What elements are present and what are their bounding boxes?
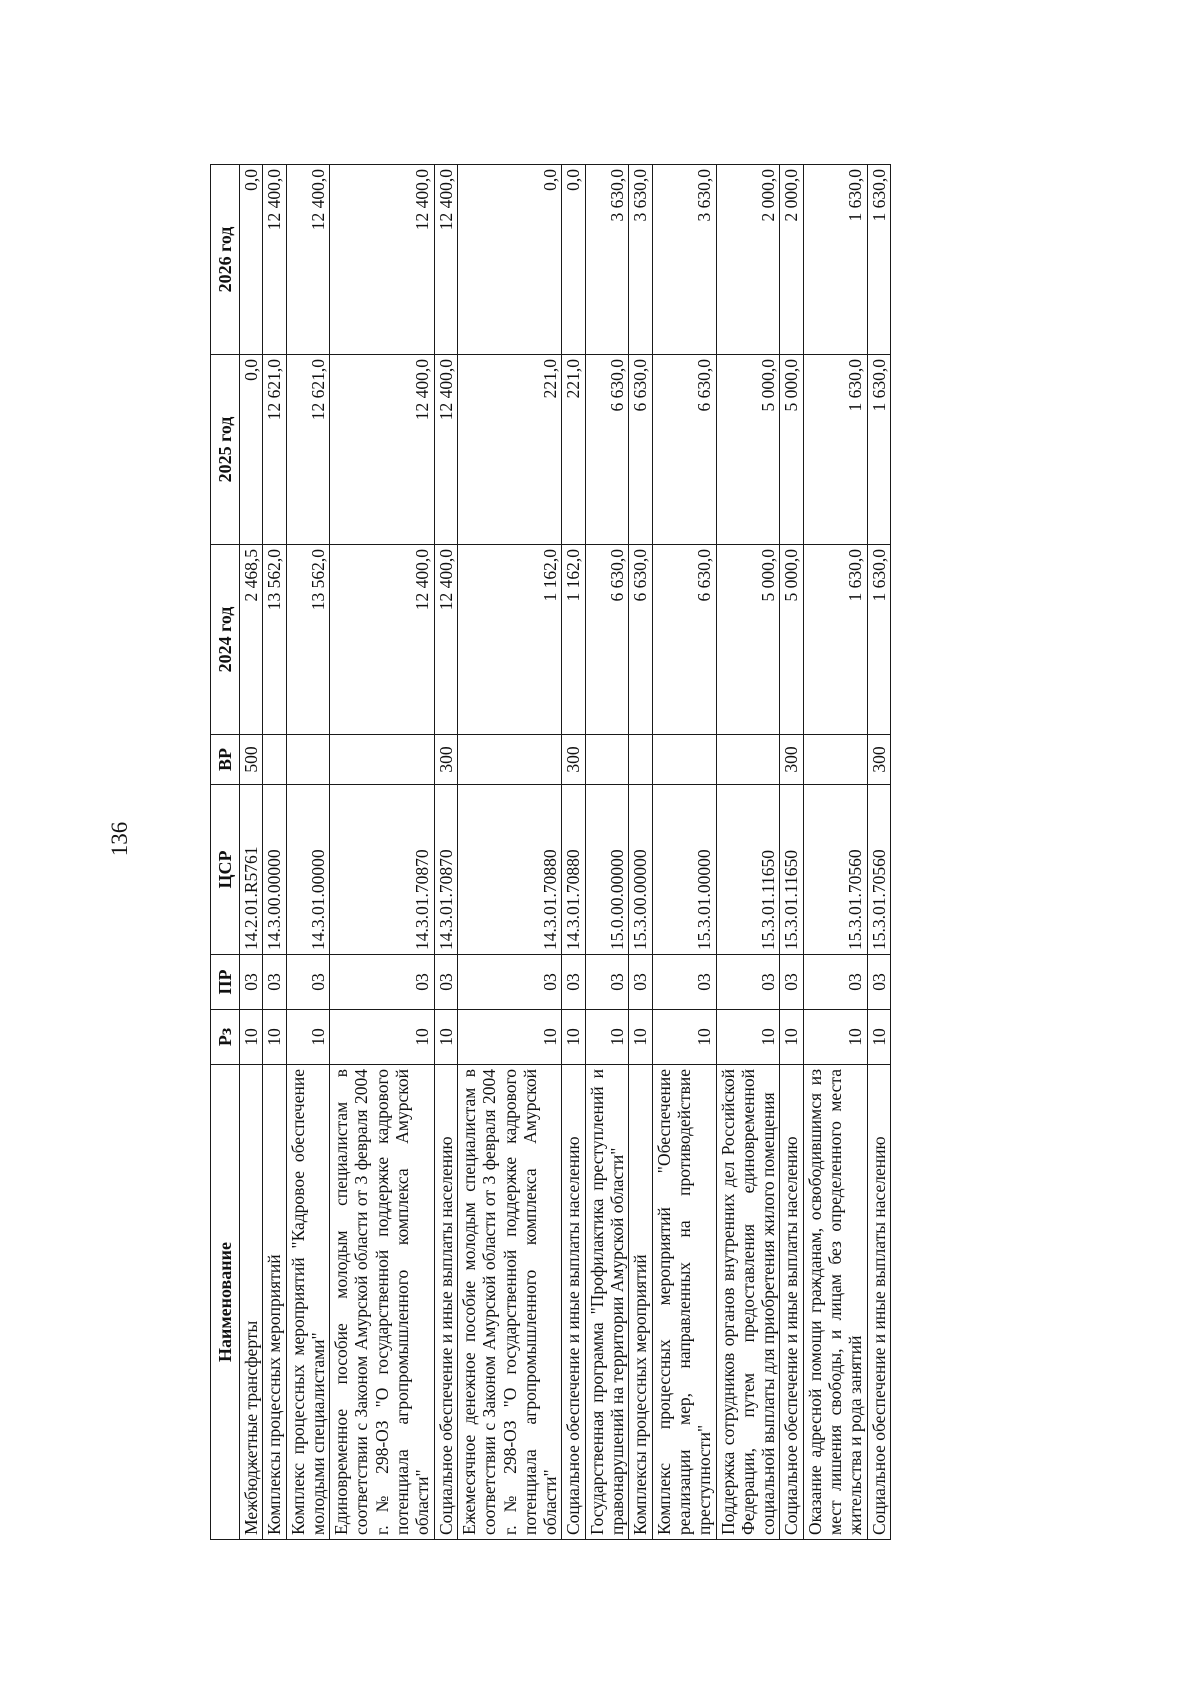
row-2024: 1 162,0 bbox=[457, 545, 561, 735]
row-csr: 14.3.01.70880 bbox=[457, 785, 561, 955]
row-vr bbox=[286, 735, 330, 785]
row-pr: 03 bbox=[240, 955, 263, 1010]
row-2026: 12 400,0 bbox=[434, 165, 457, 355]
row-pr: 03 bbox=[803, 955, 867, 1010]
row-2025: 12 621,0 bbox=[263, 355, 286, 545]
header-csr: ЦСР bbox=[211, 785, 240, 955]
row-name: Социальное обеспечение и иные выплаты населению bbox=[434, 1065, 457, 1540]
row-rz: 10 bbox=[434, 1010, 457, 1065]
row-2026: 12 400,0 bbox=[286, 165, 330, 355]
row-rz: 10 bbox=[562, 1010, 585, 1065]
row-2026: 2 000,0 bbox=[716, 165, 780, 355]
row-2026: 12 400,0 bbox=[263, 165, 286, 355]
row-2024: 1 162,0 bbox=[562, 545, 585, 735]
row-2026: 1 630,0 bbox=[867, 165, 890, 355]
row-rz: 10 bbox=[330, 1010, 434, 1065]
row-pr: 03 bbox=[716, 955, 780, 1010]
row-2025: 221,0 bbox=[457, 355, 561, 545]
row-2025: 6 630,0 bbox=[629, 355, 652, 545]
row-2024: 12 400,0 bbox=[434, 545, 457, 735]
table-row bbox=[803, 165, 867, 1540]
page-number: 136 bbox=[107, 821, 132, 857]
row-vr bbox=[585, 735, 629, 785]
row-2024: 2 468,5 bbox=[240, 545, 263, 735]
row-pr: 03 bbox=[263, 955, 286, 1010]
row-2024: 5 000,0 bbox=[780, 545, 803, 735]
row-2025: 1 630,0 bbox=[867, 355, 890, 545]
row-2026: 3 630,0 bbox=[652, 165, 716, 355]
row-pr: 03 bbox=[330, 955, 434, 1010]
table-row bbox=[562, 165, 585, 1540]
row-2024: 13 562,0 bbox=[286, 545, 330, 735]
row-pr: 03 bbox=[780, 955, 803, 1010]
row-name: Комплекс процессных мероприятий "Обеспечение реализации мер, направленных на противодействие преступности" bbox=[652, 1065, 716, 1540]
table-body bbox=[240, 165, 891, 1540]
row-pr: 03 bbox=[286, 955, 330, 1010]
row-2025: 5 000,0 bbox=[716, 355, 780, 545]
row-vr bbox=[803, 735, 867, 785]
table-row bbox=[585, 165, 629, 1540]
row-2024: 5 000,0 bbox=[716, 545, 780, 735]
row-name: Социальное обеспечение и иные выплаты населению bbox=[867, 1065, 890, 1540]
row-pr: 03 bbox=[652, 955, 716, 1010]
header-rz: Рз bbox=[211, 1010, 240, 1065]
row-csr: 14.3.01.70870 bbox=[434, 785, 457, 955]
row-name: Межбюджетные трансферты bbox=[240, 1065, 263, 1540]
row-name: Ежемесячное денежное пособие молодым специалистам в соответствии с Законом Амурской области от 3 февраля 2004 г. № 298-ОЗ "О государственной поддержке кадрового потенциала агропромышленного комплекса Амурской области" bbox=[457, 1065, 561, 1540]
table-row bbox=[629, 165, 652, 1540]
row-csr: 14.3.01.70870 bbox=[330, 785, 434, 955]
row-2024: 6 630,0 bbox=[585, 545, 629, 735]
table-row bbox=[240, 165, 263, 1540]
row-vr bbox=[263, 735, 286, 785]
row-2025: 6 630,0 bbox=[652, 355, 716, 545]
table-row bbox=[716, 165, 780, 1540]
row-pr: 03 bbox=[457, 955, 561, 1010]
row-2024: 1 630,0 bbox=[803, 545, 867, 735]
row-2026: 3 630,0 bbox=[629, 165, 652, 355]
row-2025: 0,0 bbox=[240, 355, 263, 545]
row-name: Комплекс процессных мероприятий "Кадровое обеспечение молодыми специалистами" bbox=[286, 1065, 330, 1540]
row-pr: 03 bbox=[867, 955, 890, 1010]
header-2025: 2025 год bbox=[211, 355, 240, 545]
row-vr: 300 bbox=[562, 735, 585, 785]
row-csr: 14.3.00.00000 bbox=[263, 785, 286, 955]
row-name: Комплексы процессных мероприятий bbox=[629, 1065, 652, 1540]
table-row bbox=[434, 165, 457, 1540]
row-vr bbox=[457, 735, 561, 785]
row-pr: 03 bbox=[585, 955, 629, 1010]
table-row bbox=[652, 165, 716, 1540]
row-vr bbox=[716, 735, 780, 785]
row-csr: 14.3.01.70880 bbox=[562, 785, 585, 955]
row-vr: 500 bbox=[240, 735, 263, 785]
row-rz: 10 bbox=[780, 1010, 803, 1065]
table-header-row bbox=[211, 165, 240, 1540]
header-name: Наименование bbox=[211, 1065, 240, 1540]
row-rz: 10 bbox=[716, 1010, 780, 1065]
row-pr: 03 bbox=[629, 955, 652, 1010]
row-rz: 10 bbox=[629, 1010, 652, 1065]
row-rz: 10 bbox=[867, 1010, 890, 1065]
row-2024: 1 630,0 bbox=[867, 545, 890, 735]
row-2024: 6 630,0 bbox=[629, 545, 652, 735]
row-2026: 12 400,0 bbox=[330, 165, 434, 355]
row-csr: 15.3.01.70560 bbox=[867, 785, 890, 955]
row-pr: 03 bbox=[434, 955, 457, 1010]
row-2025: 12 400,0 bbox=[330, 355, 434, 545]
table-row bbox=[867, 165, 890, 1540]
row-name: Государственная программа "Профилактика преступлений и правонарушений на территории Амурской области" bbox=[585, 1065, 629, 1540]
row-vr: 300 bbox=[434, 735, 457, 785]
row-2024: 6 630,0 bbox=[652, 545, 716, 735]
row-name: Социальное обеспечение и иные выплаты населению bbox=[780, 1065, 803, 1540]
row-name: Комплексы процессных мероприятий bbox=[263, 1065, 286, 1540]
row-name: Единовременное пособие молодым специалистам в соответствии с Законом Амурской области от 3 февраля 2004 г. № 298-ОЗ "О государственной поддержке кадрового потенциала агропромышленного комплекса Амурской области" bbox=[330, 1065, 434, 1540]
row-name: Поддержка сотрудников органов внутренних дел Российской Федерации, путем предоставления единовременной социальной выплаты для приобретения жилого помещения bbox=[716, 1065, 780, 1540]
row-rz: 10 bbox=[803, 1010, 867, 1065]
table-row bbox=[330, 165, 434, 1540]
row-2025: 5 000,0 bbox=[780, 355, 803, 545]
row-vr: 300 bbox=[867, 735, 890, 785]
row-rz: 10 bbox=[585, 1010, 629, 1065]
row-vr bbox=[330, 735, 434, 785]
row-pr: 03 bbox=[562, 955, 585, 1010]
row-csr: 15.3.01.11650 bbox=[716, 785, 780, 955]
row-name: Оказание адресной помощи гражданам, освободившимся из мест лишения свободы, и лицам без определенного места жительства и рода занятий bbox=[803, 1065, 867, 1540]
row-csr: 15.0.00.00000 bbox=[585, 785, 629, 955]
row-rz: 10 bbox=[240, 1010, 263, 1065]
table-row bbox=[457, 165, 561, 1540]
row-2025: 221,0 bbox=[562, 355, 585, 545]
row-name: Социальное обеспечение и иные выплаты населению bbox=[562, 1065, 585, 1540]
row-rz: 10 bbox=[652, 1010, 716, 1065]
row-2025: 12 621,0 bbox=[286, 355, 330, 545]
header-2026: 2026 год bbox=[211, 165, 240, 355]
table-row bbox=[780, 165, 803, 1540]
row-2025: 12 400,0 bbox=[434, 355, 457, 545]
row-2026: 0,0 bbox=[457, 165, 561, 355]
table-row bbox=[286, 165, 330, 1540]
row-csr: 15.3.01.70560 bbox=[803, 785, 867, 955]
row-rz: 10 bbox=[457, 1010, 561, 1065]
row-rz: 10 bbox=[263, 1010, 286, 1065]
row-vr bbox=[652, 735, 716, 785]
row-2026: 1 630,0 bbox=[803, 165, 867, 355]
row-rz: 10 bbox=[286, 1010, 330, 1065]
header-vr: ВР bbox=[211, 735, 240, 785]
row-2026: 0,0 bbox=[562, 165, 585, 355]
row-2026: 3 630,0 bbox=[585, 165, 629, 355]
budget-table bbox=[210, 164, 891, 1540]
row-csr: 15.3.01.00000 bbox=[652, 785, 716, 955]
row-csr: 15.3.01.11650 bbox=[780, 785, 803, 955]
row-vr: 300 bbox=[780, 735, 803, 785]
row-csr: 14.2.01.R5761 bbox=[240, 785, 263, 955]
rotated-table-container bbox=[210, 165, 1050, 1540]
row-2024: 12 400,0 bbox=[330, 545, 434, 735]
header-pr: ПР bbox=[211, 955, 240, 1010]
row-vr bbox=[629, 735, 652, 785]
header-2024: 2024 год bbox=[211, 545, 240, 735]
row-2025: 6 630,0 bbox=[585, 355, 629, 545]
row-csr: 15.3.00.00000 bbox=[629, 785, 652, 955]
row-2026: 0,0 bbox=[240, 165, 263, 355]
row-2025: 1 630,0 bbox=[803, 355, 867, 545]
row-2024: 13 562,0 bbox=[263, 545, 286, 735]
row-csr: 14.3.01.00000 bbox=[286, 785, 330, 955]
row-2026: 2 000,0 bbox=[780, 165, 803, 355]
table-row bbox=[263, 165, 286, 1540]
